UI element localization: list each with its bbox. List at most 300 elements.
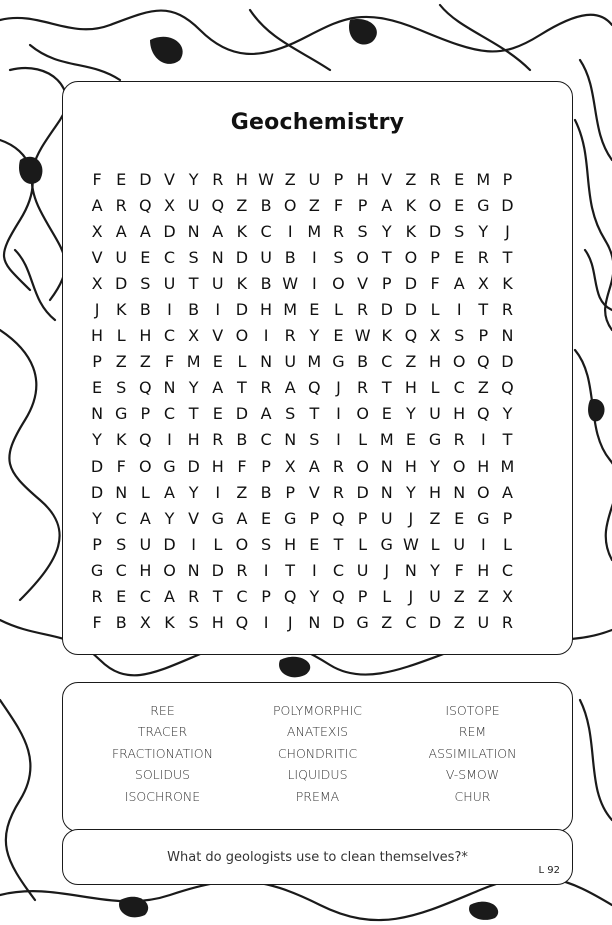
grid-letter[interactable]: R: [332, 221, 345, 241]
grid-letter[interactable]: E: [381, 404, 392, 424]
grid-letter[interactable]: K: [236, 273, 248, 293]
grid-letter[interactable]: I: [480, 430, 486, 450]
grid-letter[interactable]: H: [91, 326, 104, 346]
grid-letter[interactable]: A: [236, 508, 248, 528]
grid-letter[interactable]: N: [308, 613, 321, 633]
grid-letter[interactable]: A: [212, 378, 224, 398]
grid-letter[interactable]: B: [260, 482, 272, 502]
grid-letter[interactable]: L: [140, 482, 150, 502]
grid-letter[interactable]: M: [500, 456, 515, 476]
grid-letter[interactable]: Q: [332, 587, 345, 607]
grid-letter[interactable]: Z: [381, 613, 393, 633]
grid-letter[interactable]: O: [283, 195, 297, 215]
grid-letter[interactable]: E: [333, 326, 344, 346]
grid-letter[interactable]: E: [309, 534, 320, 554]
grid-letter[interactable]: D: [235, 404, 249, 424]
grid-letter[interactable]: A: [164, 482, 175, 502]
grid-letter[interactable]: H: [453, 404, 466, 424]
grid-letter[interactable]: Y: [478, 221, 489, 241]
grid-letter[interactable]: Q: [477, 404, 490, 424]
grid-letter[interactable]: Y: [381, 221, 392, 241]
grid-letter[interactable]: E: [212, 404, 223, 424]
grid-letter[interactable]: P: [92, 534, 102, 554]
grid-letter[interactable]: N: [380, 456, 393, 476]
grid-letter[interactable]: U: [284, 352, 297, 372]
grid-letter[interactable]: H: [477, 456, 490, 476]
grid-letter[interactable]: C: [163, 326, 176, 346]
grid-letter[interactable]: L: [116, 326, 126, 346]
grid-letter[interactable]: C: [260, 430, 272, 450]
grid-letter[interactable]: V: [357, 273, 369, 293]
grid-letter[interactable]: T: [381, 378, 392, 398]
grid-letter[interactable]: Y: [430, 456, 440, 476]
grid-letter[interactable]: Y: [309, 587, 320, 607]
grid-letter[interactable]: S: [333, 247, 344, 267]
grid-letter[interactable]: I: [456, 300, 462, 320]
grid-letter[interactable]: R: [260, 378, 272, 398]
grid-letter[interactable]: Q: [332, 508, 345, 528]
grid-letter[interactable]: Z: [429, 508, 441, 528]
grid-letter[interactable]: A: [284, 378, 296, 398]
grid-letter[interactable]: X: [477, 273, 489, 293]
grid-letter[interactable]: R: [188, 587, 200, 607]
grid-letter[interactable]: G: [356, 613, 369, 633]
grid-letter[interactable]: O: [428, 195, 442, 215]
grid-letter[interactable]: I: [263, 613, 269, 633]
grid-letter[interactable]: Y: [309, 326, 320, 346]
grid-letter[interactable]: I: [311, 247, 317, 267]
grid-letter[interactable]: U: [115, 247, 128, 267]
grid-letter[interactable]: N: [187, 221, 200, 241]
grid-letter[interactable]: Q: [477, 352, 490, 372]
grid-letter[interactable]: Z: [405, 169, 417, 189]
grid-letter[interactable]: R: [501, 300, 514, 320]
grid-letter[interactable]: T: [502, 247, 513, 267]
grid-letter[interactable]: E: [140, 247, 151, 267]
grid-letter[interactable]: T: [381, 247, 392, 267]
grid-letter[interactable]: G: [477, 508, 490, 528]
grid-letter[interactable]: D: [163, 534, 176, 554]
grid-letter[interactable]: G: [332, 352, 345, 372]
grid-letter[interactable]: U: [453, 534, 466, 554]
grid-letter[interactable]: C: [115, 560, 127, 580]
grid-letter[interactable]: C: [332, 560, 345, 580]
grid-letter[interactable]: K: [405, 221, 417, 241]
grid-letter[interactable]: X: [429, 326, 441, 346]
grid-letter[interactable]: K: [236, 221, 248, 241]
grid-letter[interactable]: U: [187, 195, 200, 215]
grid-letter[interactable]: G: [380, 534, 393, 554]
grid-letter[interactable]: T: [309, 404, 320, 424]
grid-letter[interactable]: I: [215, 300, 221, 320]
grid-letter[interactable]: N: [453, 482, 466, 502]
grid-letter[interactable]: W: [282, 273, 299, 293]
grid-letter[interactable]: E: [116, 169, 127, 189]
grid-letter[interactable]: Z: [405, 352, 417, 372]
grid-letter[interactable]: S: [454, 221, 465, 241]
grid-letter[interactable]: Y: [188, 482, 199, 502]
grid-letter[interactable]: U: [380, 508, 393, 528]
grid-letter[interactable]: C: [163, 247, 176, 267]
grid-letter[interactable]: P: [285, 482, 296, 502]
grid-letter[interactable]: O: [452, 352, 466, 372]
grid-letter[interactable]: L: [382, 587, 392, 607]
grid-letter[interactable]: J: [336, 378, 341, 398]
grid-letter[interactable]: M: [186, 352, 201, 372]
grid-letter[interactable]: J: [408, 587, 414, 607]
grid-letter[interactable]: O: [139, 456, 152, 476]
grid-letter[interactable]: D: [235, 247, 249, 267]
grid-letter[interactable]: V: [212, 326, 224, 346]
grid-letter[interactable]: P: [92, 352, 102, 372]
grid-letter[interactable]: C: [260, 221, 272, 241]
grid-letter[interactable]: D: [332, 613, 345, 633]
grid-letter[interactable]: B: [357, 352, 369, 372]
grid-letter[interactable]: R: [357, 378, 369, 398]
grid-letter[interactable]: L: [358, 430, 368, 450]
grid-letter[interactable]: Z: [477, 378, 489, 398]
grid-letter[interactable]: Q: [308, 378, 321, 398]
grid-letter[interactable]: H: [235, 169, 248, 189]
grid-letter[interactable]: E: [116, 587, 127, 607]
grid-letter[interactable]: J: [94, 300, 100, 320]
grid-letter[interactable]: T: [188, 273, 199, 293]
grid-letter[interactable]: K: [405, 195, 417, 215]
grid-letter[interactable]: Z: [477, 587, 489, 607]
grid-letter[interactable]: P: [478, 326, 489, 346]
grid-letter[interactable]: H: [429, 352, 442, 372]
grid-letter[interactable]: R: [429, 169, 441, 189]
grid-letter[interactable]: H: [139, 326, 152, 346]
grid-letter[interactable]: D: [501, 352, 514, 372]
grid-letter[interactable]: U: [429, 404, 441, 424]
grid-letter[interactable]: W: [258, 169, 274, 189]
grid-letter[interactable]: R: [332, 456, 345, 476]
grid-letter[interactable]: X: [164, 195, 175, 215]
grid-letter[interactable]: Q: [404, 326, 418, 346]
grid-letter[interactable]: Q: [139, 430, 152, 450]
grid-letter[interactable]: I: [480, 534, 486, 554]
grid-letter[interactable]: H: [187, 430, 200, 450]
grid-letter[interactable]: L: [358, 534, 368, 554]
grid-letter[interactable]: E: [405, 430, 416, 450]
grid-letter[interactable]: U: [211, 273, 224, 293]
grid-letter[interactable]: D: [115, 273, 128, 293]
grid-letter[interactable]: V: [188, 508, 200, 528]
grid-letter[interactable]: S: [454, 326, 465, 346]
grid-letter[interactable]: O: [332, 273, 345, 293]
grid-letter[interactable]: U: [356, 560, 369, 580]
grid-letter[interactable]: Y: [406, 482, 416, 502]
grid-letter[interactable]: A: [308, 456, 320, 476]
grid-letter[interactable]: B: [260, 195, 272, 215]
grid-letter[interactable]: V: [308, 482, 320, 502]
grid-letter[interactable]: D: [428, 613, 442, 633]
grid-letter[interactable]: E: [454, 195, 465, 215]
grid-letter[interactable]: P: [309, 508, 320, 528]
grid-letter[interactable]: L: [334, 300, 343, 320]
grid-letter[interactable]: Q: [501, 378, 514, 398]
grid-letter[interactable]: K: [502, 273, 513, 293]
grid-letter[interactable]: M: [307, 352, 322, 372]
grid-letter[interactable]: C: [139, 587, 151, 607]
grid-letter[interactable]: P: [333, 169, 344, 189]
grid-letter[interactable]: H: [284, 534, 297, 554]
grid-letter[interactable]: D: [90, 456, 104, 476]
grid-letter[interactable]: L: [430, 378, 440, 398]
grid-letter[interactable]: H: [429, 482, 442, 502]
grid-letter[interactable]: P: [357, 508, 368, 528]
grid-letter[interactable]: N: [501, 326, 514, 346]
grid-letter[interactable]: P: [502, 508, 513, 528]
grid-letter[interactable]: I: [336, 430, 341, 450]
grid-letter[interactable]: X: [284, 456, 296, 476]
grid-letter[interactable]: B: [115, 613, 127, 633]
grid-letter[interactable]: Q: [211, 195, 225, 215]
grid-letter[interactable]: B: [188, 300, 200, 320]
grid-letter[interactable]: Y: [188, 169, 199, 189]
grid-letter[interactable]: C: [405, 613, 417, 633]
grid-letter[interactable]: N: [284, 430, 297, 450]
grid-letter[interactable]: V: [91, 247, 103, 267]
grid-letter[interactable]: B: [236, 430, 248, 450]
grid-letter[interactable]: X: [501, 587, 513, 607]
grid-letter[interactable]: E: [309, 300, 320, 320]
grid-letter[interactable]: G: [211, 508, 224, 528]
grid-letter[interactable]: I: [263, 560, 269, 580]
grid-letter[interactable]: D: [211, 560, 224, 580]
grid-letter[interactable]: A: [260, 404, 272, 424]
grid-letter[interactable]: N: [163, 378, 176, 398]
grid-letter[interactable]: Y: [430, 560, 440, 580]
grid-letter[interactable]: D: [380, 300, 393, 320]
grid-letter[interactable]: N: [260, 352, 273, 372]
grid-letter[interactable]: E: [454, 247, 465, 267]
grid-letter[interactable]: I: [336, 404, 341, 424]
grid-letter[interactable]: M: [379, 430, 394, 450]
grid-letter[interactable]: U: [477, 613, 490, 633]
grid-letter[interactable]: W: [402, 534, 419, 554]
grid-letter[interactable]: G: [115, 404, 128, 424]
grid-letter[interactable]: F: [92, 169, 102, 189]
grid-letter[interactable]: J: [408, 508, 414, 528]
grid-letter[interactable]: X: [91, 273, 103, 293]
grid-letter[interactable]: W: [354, 326, 371, 346]
grid-letter[interactable]: N: [187, 560, 200, 580]
grid-letter[interactable]: P: [140, 404, 151, 424]
grid-letter[interactable]: D: [356, 482, 369, 502]
grid-letter[interactable]: X: [188, 326, 200, 346]
grid-letter[interactable]: Z: [453, 613, 465, 633]
grid-letter[interactable]: J: [505, 221, 510, 241]
grid-letter[interactable]: P: [261, 456, 271, 476]
grid-letter[interactable]: Z: [236, 195, 248, 215]
grid-letter[interactable]: H: [211, 456, 224, 476]
grid-letter[interactable]: D: [404, 273, 418, 293]
grid-letter[interactable]: B: [260, 273, 272, 293]
grid-letter[interactable]: A: [91, 195, 103, 215]
grid-letter[interactable]: F: [116, 456, 126, 476]
grid-letter[interactable]: Q: [283, 587, 297, 607]
grid-letter[interactable]: Y: [406, 404, 416, 424]
grid-letter[interactable]: D: [187, 456, 200, 476]
grid-letter[interactable]: R: [501, 613, 514, 633]
grid-letter[interactable]: Y: [92, 430, 102, 450]
grid-letter[interactable]: A: [164, 587, 175, 607]
grid-letter[interactable]: I: [167, 300, 172, 320]
grid-letter[interactable]: U: [429, 587, 441, 607]
grid-letter[interactable]: O: [163, 560, 176, 580]
grid-letter[interactable]: P: [502, 169, 513, 189]
grid-letter[interactable]: S: [285, 404, 296, 424]
grid-letter[interactable]: A: [139, 221, 151, 241]
grid-letter[interactable]: R: [115, 195, 127, 215]
grid-letter[interactable]: Z: [453, 587, 465, 607]
grid-letter[interactable]: Y: [92, 508, 102, 528]
grid-letter[interactable]: F: [454, 560, 464, 580]
grid-letter[interactable]: A: [212, 221, 224, 241]
grid-letter[interactable]: F: [164, 352, 175, 372]
grid-letter[interactable]: O: [356, 404, 369, 424]
grid-letter[interactable]: R: [477, 247, 489, 267]
grid-letter[interactable]: O: [404, 247, 418, 267]
grid-letter[interactable]: T: [237, 378, 247, 398]
grid-letter[interactable]: E: [212, 352, 223, 372]
grid-letter[interactable]: G: [283, 508, 297, 528]
grid-letter[interactable]: N: [211, 247, 224, 267]
grid-letter[interactable]: D: [235, 300, 249, 320]
grid-letter[interactable]: I: [311, 273, 317, 293]
grid-letter[interactable]: G: [163, 456, 176, 476]
grid-letter[interactable]: R: [236, 560, 248, 580]
grid-letter[interactable]: H: [139, 560, 152, 580]
grid-letter[interactable]: K: [115, 300, 127, 320]
grid-letter[interactable]: N: [115, 482, 128, 502]
grid-letter[interactable]: A: [453, 273, 465, 293]
grid-letter[interactable]: I: [191, 534, 196, 554]
grid-letter[interactable]: L: [503, 534, 512, 554]
grid-letter[interactable]: R: [357, 300, 369, 320]
grid-letter[interactable]: R: [212, 430, 224, 450]
grid-letter[interactable]: P: [381, 273, 392, 293]
grid-letter[interactable]: Z: [115, 352, 127, 372]
grid-letter[interactable]: V: [164, 169, 175, 189]
grid-letter[interactable]: K: [381, 326, 392, 346]
grid-letter[interactable]: T: [212, 587, 223, 607]
grid-letter[interactable]: T: [285, 560, 296, 580]
grid-letter[interactable]: K: [164, 613, 175, 633]
grid-letter[interactable]: Z: [139, 352, 151, 372]
grid-letter[interactable]: Y: [502, 404, 513, 424]
grid-letter[interactable]: D: [163, 221, 176, 241]
grid-letter[interactable]: L: [430, 534, 440, 554]
grid-letter[interactable]: U: [308, 169, 321, 189]
grid-letter[interactable]: S: [357, 221, 368, 241]
grid-letter[interactable]: D: [404, 300, 418, 320]
grid-letter[interactable]: T: [478, 300, 489, 320]
grid-letter[interactable]: R: [453, 430, 465, 450]
grid-letter[interactable]: Z: [236, 482, 248, 502]
grid-letter[interactable]: R: [332, 482, 345, 502]
grid-letter[interactable]: M: [476, 169, 491, 189]
grid-letter[interactable]: P: [357, 195, 368, 215]
grid-letter[interactable]: L: [213, 534, 223, 554]
grid-letter[interactable]: C: [453, 378, 465, 398]
grid-letter[interactable]: Z: [308, 195, 320, 215]
grid-letter[interactable]: D: [139, 169, 152, 189]
grid-letter[interactable]: H: [477, 560, 490, 580]
grid-letter[interactable]: F: [92, 613, 102, 633]
grid-letter[interactable]: S: [309, 430, 320, 450]
grid-letter[interactable]: R: [91, 587, 103, 607]
grid-letter[interactable]: A: [115, 221, 127, 241]
grid-letter[interactable]: P: [357, 587, 368, 607]
grid-letter[interactable]: I: [167, 430, 172, 450]
grid-letter[interactable]: F: [237, 456, 247, 476]
grid-letter[interactable]: I: [287, 221, 293, 241]
grid-letter[interactable]: E: [261, 508, 272, 528]
grid-letter[interactable]: M: [307, 221, 322, 241]
grid-letter[interactable]: O: [235, 326, 249, 346]
grid-letter[interactable]: S: [260, 534, 272, 554]
grid-letter[interactable]: A: [381, 195, 393, 215]
grid-letter[interactable]: D: [501, 195, 514, 215]
grid-letter[interactable]: O: [356, 247, 369, 267]
grid-letter[interactable]: T: [188, 404, 199, 424]
grid-letter[interactable]: C: [501, 560, 514, 580]
grid-letter[interactable]: P: [261, 587, 271, 607]
grid-letter[interactable]: S: [140, 273, 151, 293]
grid-letter[interactable]: S: [188, 613, 199, 633]
grid-letter[interactable]: C: [115, 508, 127, 528]
grid-letter[interactable]: B: [139, 300, 151, 320]
grid-letter[interactable]: N: [404, 560, 417, 580]
grid-letter[interactable]: D: [428, 221, 442, 241]
grid-letter[interactable]: S: [188, 247, 199, 267]
grid-letter[interactable]: E: [454, 169, 465, 189]
grid-letter[interactable]: I: [311, 560, 317, 580]
grid-letter[interactable]: H: [404, 456, 417, 476]
grid-letter[interactable]: H: [356, 169, 369, 189]
grid-letter[interactable]: G: [428, 430, 442, 450]
grid-letter[interactable]: H: [211, 613, 224, 633]
grid-letter[interactable]: R: [284, 326, 296, 346]
grid-letter[interactable]: V: [381, 169, 393, 189]
grid-letter[interactable]: Q: [139, 378, 152, 398]
grid-letter[interactable]: T: [333, 534, 344, 554]
grid-letter[interactable]: S: [116, 378, 127, 398]
grid-letter[interactable]: N: [380, 482, 393, 502]
grid-letter[interactable]: I: [215, 482, 221, 502]
grid-letter[interactable]: G: [477, 195, 490, 215]
grid-letter[interactable]: L: [237, 352, 247, 372]
grid-letter[interactable]: E: [454, 508, 465, 528]
grid-letter[interactable]: P: [430, 247, 440, 267]
grid-letter[interactable]: A: [139, 508, 151, 528]
grid-letter[interactable]: B: [284, 247, 296, 267]
grid-letter[interactable]: Q: [235, 613, 249, 633]
grid-letter[interactable]: Q: [139, 195, 152, 215]
grid-letter[interactable]: K: [115, 430, 127, 450]
grid-letter[interactable]: X: [139, 613, 151, 633]
grid-letter[interactable]: Y: [164, 508, 175, 528]
grid-letter[interactable]: U: [139, 534, 152, 554]
grid-letter[interactable]: O: [452, 456, 466, 476]
grid-letter[interactable]: I: [263, 326, 269, 346]
grid-letter[interactable]: E: [92, 378, 103, 398]
grid-letter[interactable]: L: [430, 300, 440, 320]
grid-letter[interactable]: S: [116, 534, 127, 554]
